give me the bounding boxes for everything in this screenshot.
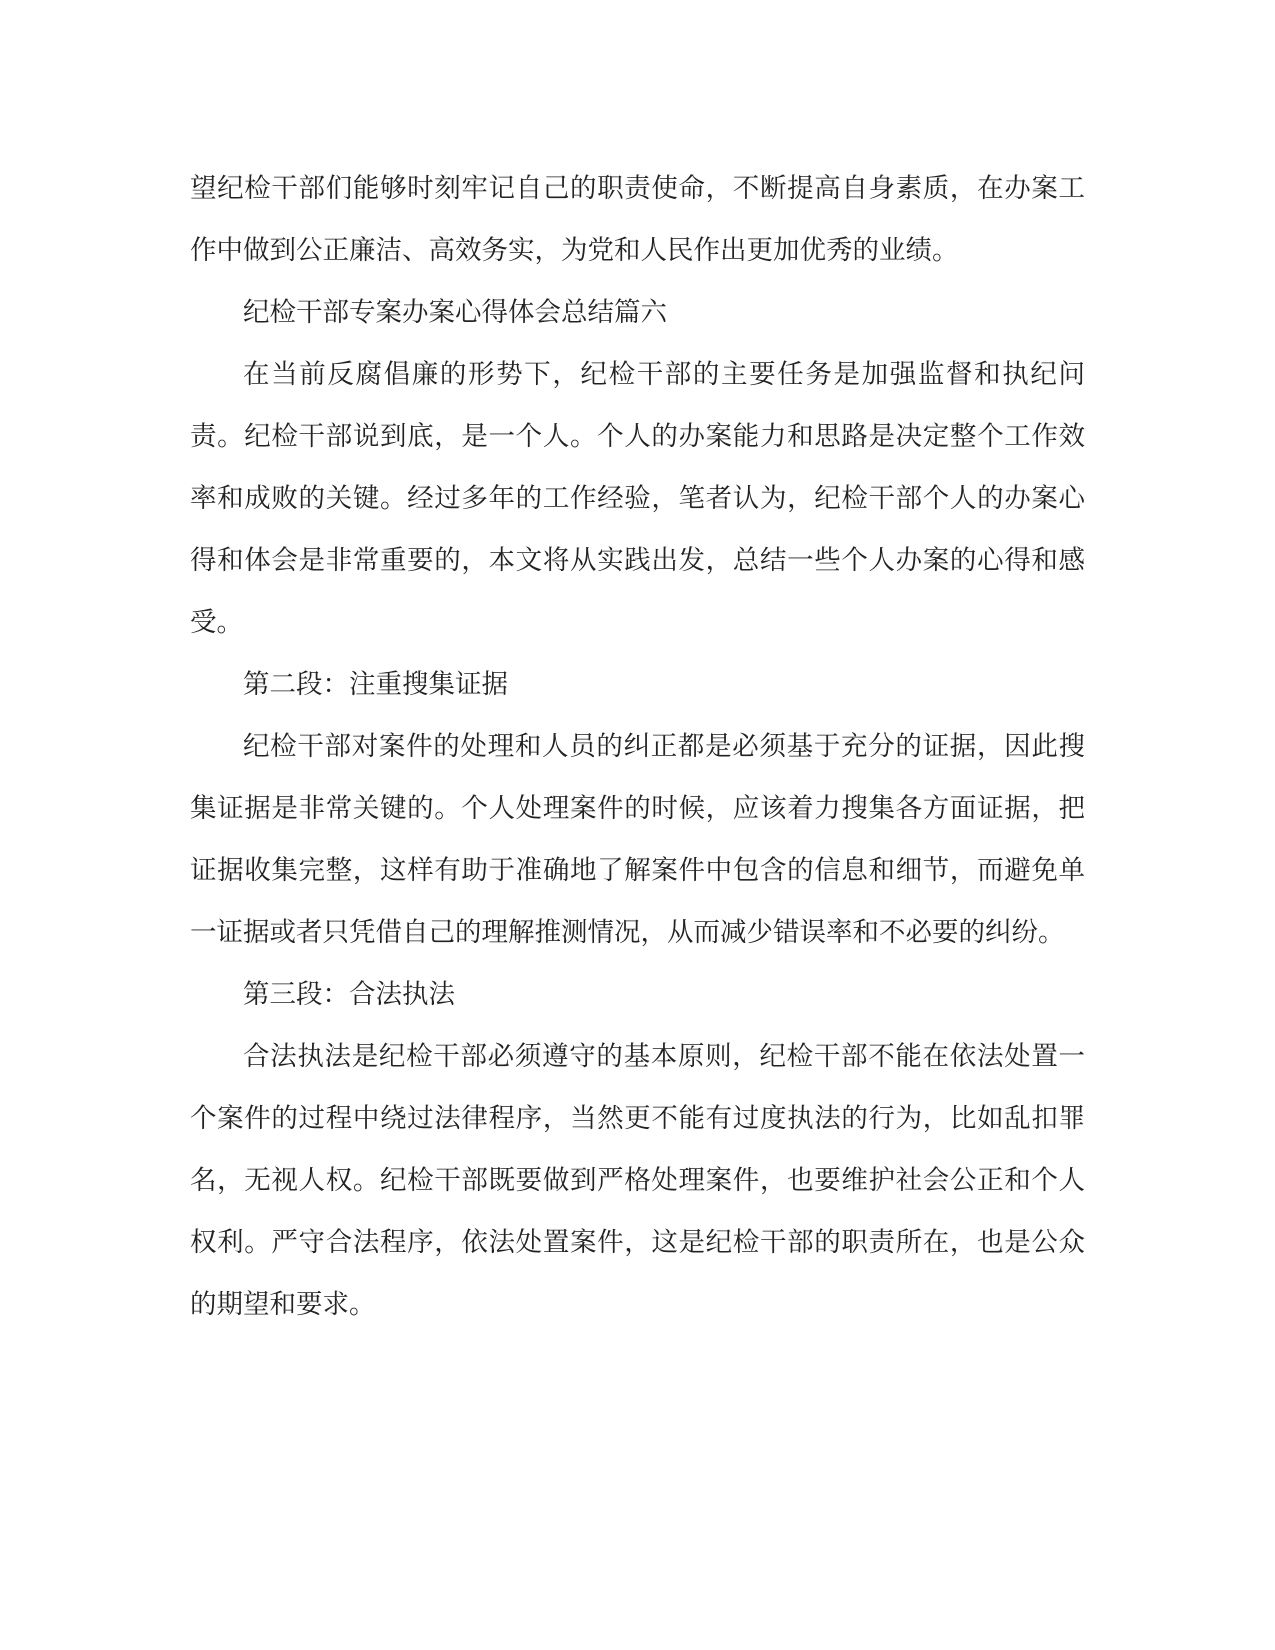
document-body (190, 158, 1085, 1336)
section-title-lawful-enforcement: 第三段：合法执法 (243, 979, 455, 1010)
paragraph-introduction: 在当前反腐倡廉的形势下，纪检干部的主要任务是加强监督和执纪问责。纪检干部说到底，是一个人。个人的办案能力和思路是决定整个工作效率和成败的关键。经过多年的工作经验，笔者认为，纪检干部个人的办案心得和体会是非常重要的，本文将从实践出发，总结一些个人办案的心得和感受。 (190, 359, 1085, 638)
section-title-evidence: 第二段：注重搜集证据 (243, 669, 508, 700)
paragraph-continuation: 望纪检干部们能够时刻牢记自己的职责使命，不断提高自身素质，在办案工作中做到公正廉洁、高效务实，为党和人民作出更加优秀的业绩。 (190, 173, 1085, 266)
section-heading-part-six: 纪检干部专案办案心得体会总结篇六 (243, 297, 667, 328)
paragraph-lawful-enforcement: 合法执法是纪检干部必须遵守的基本原则，纪检干部不能在依法处置一个案件的过程中绕过法律程序，当然更不能有过度执法的行为，比如乱扣罪名，无视人权。纪检干部既要做到严格处理案件，也要维护社会公正和个人权利。严守合法程序，依法处置案件，这是纪检干部的职责所在，也是公众的期望和要求。 (190, 1041, 1085, 1320)
paragraph-evidence: 纪检干部对案件的处理和人员的纠正都是必须基于充分的证据，因此搜集证据是非常关键的。个人处理案件的时候，应该着力搜集各方面证据，把证据收集完整，这样有助于准确地了解案件中包含的信息和细节，而避免单一证据或者只凭借自己的理解推测情况，从而减少错误率和不必要的纠纷。 (190, 731, 1085, 948)
